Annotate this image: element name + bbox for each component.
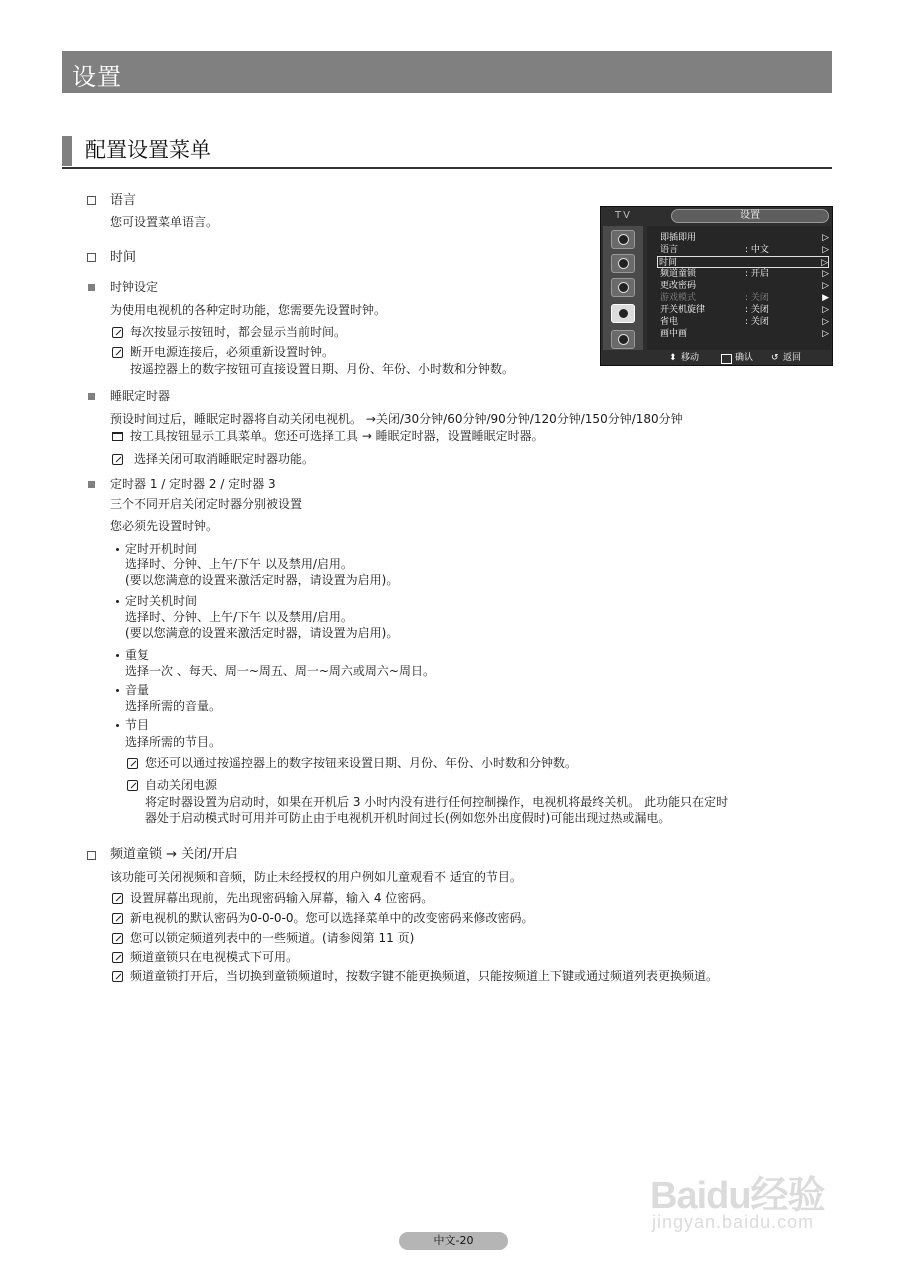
arrow-right-icon: ▷: [822, 329, 829, 339]
tv-setup-menu-screenshot: [600, 206, 833, 366]
bullet-dot-icon: [116, 654, 119, 657]
section-divider: [62, 167, 832, 169]
clock-note-2b: 按遥控器上的数字按钮可直接设置日期、月份、年份、小时数和分钟数。: [130, 362, 515, 376]
note-icon: [127, 758, 138, 769]
arrow-right-icon: ▷: [822, 305, 829, 315]
sleep-tool-note: 按工具按钮显示工具菜单。您还可选择工具 → 睡眠定时器，设置睡眠定时器。: [130, 429, 544, 443]
section-title: 配置设置菜单: [85, 138, 211, 162]
osd-item-change-pin: 更改密码 ▷: [660, 281, 829, 291]
bullet-dot-icon: [116, 548, 119, 551]
arrow-right-icon: ▷: [822, 233, 829, 243]
childlock-note-3: 您可以锁定频道列表中的一些频道。(请参阅第 11 页): [130, 931, 415, 945]
checkbox-bullet-icon: [87, 253, 96, 262]
osd-item-energy-saving: 省电 : 关闭 ▷: [660, 317, 829, 327]
note-icon: [112, 893, 123, 904]
arrow-right-icon: ▷: [822, 269, 829, 279]
bullet-dot-icon: [116, 724, 119, 727]
up-down-arrow-icon: ⬍: [669, 353, 677, 363]
clock-note-1: 每次按显示按钮时，都会显示当前时间。: [130, 325, 347, 339]
bullet-dot-icon: [116, 689, 119, 692]
childlock-note-1: 设置屏幕出现前，先出现密码输入屏幕，输入 4 位密码。: [130, 891, 434, 905]
square-bullet-icon: [88, 481, 95, 488]
checkbox-bullet-icon: [87, 851, 96, 860]
square-bullet-icon: [88, 284, 95, 291]
setup-gear-category-icon: [611, 304, 635, 323]
osd-menu-panel: [647, 226, 831, 350]
note-icon: [112, 952, 123, 963]
childlock-note-4: 频道童锁只在电视模式下可用。: [130, 950, 299, 964]
childlock-heading: 频道童锁 → 关闭/开启: [110, 847, 238, 862]
timers-heading: 定时器 1 / 定时器 2 / 定时器 3: [110, 477, 276, 491]
note-icon: [112, 347, 123, 358]
timers-line-2: 您必须先设置时钟。: [110, 519, 219, 533]
sound-category-icon: [611, 254, 635, 273]
timer-volume-title: 音量: [125, 683, 150, 697]
bullet-dot-icon: [116, 600, 119, 603]
osd-item-pip: 画中画 ▷: [660, 329, 829, 339]
square-bullet-icon: [88, 393, 95, 400]
osd-foot-return: 返回: [783, 353, 802, 363]
timers-note-2-line-2: 器处于启动模式时可用并可防止由于电视机开机时间过长(例如您外出度假时)可能出现过热或漏电。: [145, 811, 671, 825]
timer-off-title: 定时关机时间: [125, 594, 198, 608]
osd-category-sidebar: [603, 226, 643, 350]
timer-on-line-1: 选择时、分钟、上午/下午 以及禁用/启用。: [125, 557, 353, 571]
page-number: 中文-20: [399, 1232, 508, 1250]
arrow-right-filled-icon: ▶: [822, 293, 829, 303]
timer-repeat-title: 重复: [125, 648, 150, 662]
childlock-note-2: 新电视机的默认密码为0-0-0-0。您可以选择菜单中的改变密码来修改密码。: [130, 911, 534, 925]
language-heading: 语言: [110, 193, 137, 208]
baidu-watermark: [650, 1150, 840, 1240]
section-marker: [62, 136, 72, 166]
osd-foot-move: 移动: [681, 353, 700, 363]
arrow-right-icon: ▷: [822, 245, 829, 255]
return-icon: ↺: [771, 353, 779, 363]
note-icon: [112, 933, 123, 944]
picture-category-icon: [611, 230, 635, 249]
watermark-logo-text: Baidu经验: [650, 1175, 825, 1217]
sleep-desc: 预设时间过后，睡眠定时器将自动关闭电视机。 →关闭/30分钟/60分钟/90分钟/120分钟/150分钟/180分钟: [110, 412, 683, 426]
note-icon: [127, 780, 138, 791]
note-icon: [112, 327, 123, 338]
note-icon: [112, 913, 123, 924]
note-icon: [112, 971, 123, 982]
timer-program-title: 节目: [125, 718, 150, 732]
osd-foot-enter: 确认: [735, 353, 754, 363]
input-category-icon: [611, 330, 635, 349]
osd-item-child-lock: 频道童锁 : 开启 ▷: [660, 269, 829, 279]
arrow-right-icon: ▷: [822, 281, 829, 291]
timers-note-2: 自动关闭电源: [145, 778, 218, 792]
osd-item-language: 语言 : 中文 ▷: [660, 245, 829, 255]
channel-category-icon: [611, 278, 635, 297]
timer-off-line-1: 选择时、分钟、上午/下午 以及禁用/启用。: [125, 610, 353, 624]
osd-item-melody: 开关机旋律 : 关闭 ▷: [660, 305, 829, 315]
timers-line-1: 三个不同开启关闭定时器分别被设置: [110, 497, 303, 511]
clock-note-2: 断开电源连接后，必须重新设置时钟。: [130, 345, 335, 359]
language-desc: 您可设置菜单语言。: [110, 215, 219, 229]
timer-repeat-line-1: 选择一次 、每天、周一~周五、周一~周六或周六~周日。: [125, 664, 435, 678]
watermark-url: jingyan.baidu.com: [652, 1212, 815, 1232]
timer-on-line-2: (要以您满意的设置来激活定时器，请设置为启用)。: [125, 573, 399, 587]
page-header-title: 设置: [72, 63, 122, 91]
clock-heading: 时钟设定: [110, 280, 159, 294]
sleep-note: 选择关闭可取消睡眠定时器功能。: [134, 452, 315, 466]
enter-icon: [721, 354, 732, 364]
osd-item-game-mode: 游戏模式 : 关闭 ▶: [660, 293, 829, 303]
osd-title: 设置: [740, 210, 760, 221]
time-heading: 时间: [110, 250, 137, 265]
timer-program-line-1: 选择所需的节目。: [125, 735, 222, 749]
childlock-note-5: 频道童锁打开后，当切换到童锁频道时，按数字键不能更换频道，只能按频道上下键或通过频道列表更换频道。: [130, 969, 719, 983]
note-icon: [112, 454, 123, 465]
tool-icon: [112, 432, 123, 441]
arrow-right-icon: ▷: [822, 317, 829, 327]
timer-volume-line-1: 选择所需的音量。: [125, 699, 222, 713]
osd-item-plug-and-play: 即插即用 ▷: [660, 233, 829, 243]
osd-tv-label: TV: [615, 210, 632, 221]
checkbox-bullet-icon: [87, 196, 96, 205]
page-header-bar: [62, 51, 832, 93]
timer-off-line-2: (要以您满意的设置来激活定时器，请设置为启用)。: [125, 626, 399, 640]
osd-title-bar: [671, 209, 829, 223]
osd-item-time-selected: 时间 ▷: [659, 258, 828, 268]
timer-on-title: 定时开机时间: [125, 542, 198, 556]
timers-note-1: 您还可以通过按遥控器上的数字按钮来设置日期、月份、年份、小时数和分钟数。: [145, 756, 578, 770]
osd-footer: [657, 352, 829, 364]
timers-note-2-line-1: 将定时器设置为启动时，如果在开机后 3 小时内没有进行任何控制操作，电视机将最终关机。 此功能只在定时: [145, 795, 729, 809]
childlock-desc: 该功能可关闭视频和音频，防止未经授权的用户例如儿童观看不 适宜的节目。: [110, 870, 522, 884]
arrow-right-icon: ▷: [821, 258, 828, 268]
clock-desc: 为使用电视机的各种定时功能，您需要先设置时钟。: [110, 303, 387, 317]
sleep-heading: 睡眠定时器: [110, 389, 171, 403]
